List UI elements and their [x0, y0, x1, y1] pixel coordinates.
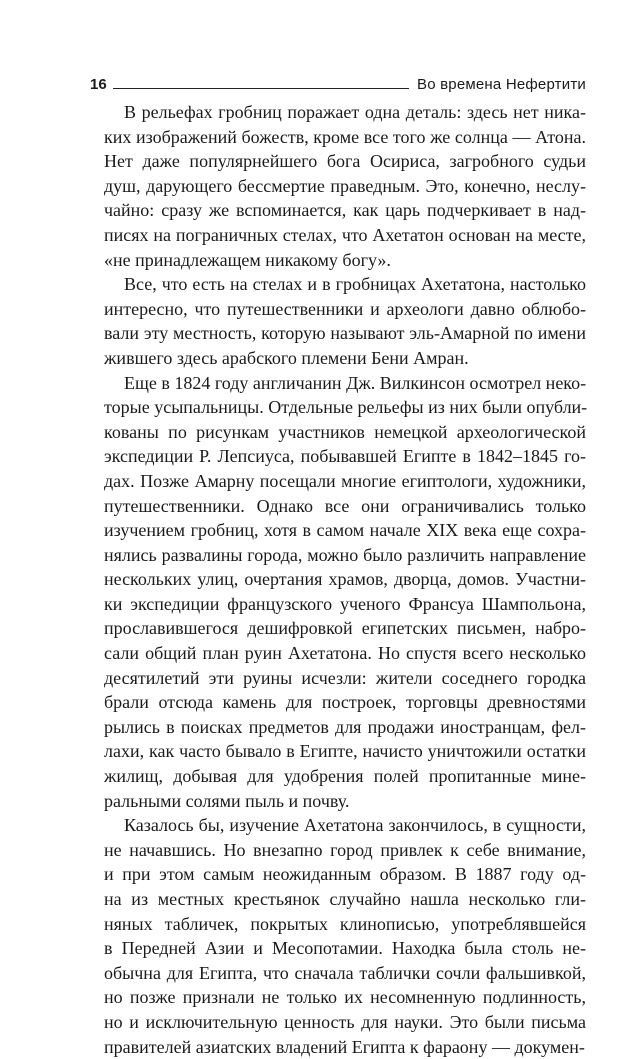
text-line: ки экспедиции французского ученого Франсуа Шампольона, [104, 593, 586, 614]
text-line: прославившегося дешифровкой египетских письмен, набро- [104, 618, 586, 639]
text-line: в Передней Азии и Месопотамии. Находка была столь не- [104, 938, 586, 959]
text-line: «не принадлежащем никакому богу». [104, 249, 391, 270]
text-line: Все, что есть на стелах и в гробницах Ахетатона, настолько [124, 274, 586, 295]
text-line: экспедиции Р. Лепсиуса, побывавшей Египте в 1842–1845 го- [104, 446, 586, 467]
text-line: рылись в поисках предметов для продажи иностранцам, фел- [104, 716, 586, 737]
text-line: сали общий план руин Ахетатона. Но спустя всего несколько [104, 643, 586, 664]
text-line: путешественники. Однако все они ограничивались только [104, 495, 586, 516]
text-line: жившего здесь арабского племени Бени Амран. [104, 347, 469, 368]
text-line: душ, дарующего бессмертие праведным. Это, конечно, неслу- [104, 175, 586, 196]
text-line: писях на пограничных стелах, что Ахетатон основан на месте, [104, 224, 586, 245]
text-line: чайно: сразу же вспоминается, как царь подчеркивает в над- [104, 200, 586, 221]
paragraph [104, 272, 586, 370]
header-rule [113, 88, 409, 89]
paragraph [104, 371, 586, 814]
text-line: но позже признали не только их несомненную подлинность, [104, 987, 586, 1008]
text-line: ких изображений божеств, кроме все того же солнца — Атона. [104, 126, 586, 147]
text-line: нялись развалины города, можно было различить направление [104, 544, 586, 565]
text-line: брали отсюда камень для построек, торговцы древностями [104, 692, 586, 713]
text-line: обычна для Египта, что сначала таблички сочли фальшивкой, [104, 962, 586, 983]
body-text [104, 100, 586, 1059]
text-line: В рельефах гробниц поражает одна деталь: здесь нет ника- [124, 102, 586, 122]
text-line: торые усыпальницы. Отдельные рельефы из них были опубли- [104, 397, 588, 418]
paragraph [104, 813, 586, 1059]
text-line: не начавшись. Но внезапно город привлек к себе внимание, [104, 839, 586, 860]
text-line: дах. Позже Амарну посещали многие египтологи, художники, [104, 470, 586, 491]
text-line: Нет даже популярнейшего бога Осириса, загробного судьи [104, 151, 586, 172]
page-number: 16 [90, 76, 107, 93]
text-line: Казалось бы, изучение Ахетатона закончилось, в сущности, [124, 815, 586, 836]
text-line: вали эту местность, которую называют эль-Амарной по имени [104, 323, 586, 344]
text-line: жилищ, добывая для удобрения полей пропитанные мине- [104, 766, 586, 787]
text-line: лахи, как часто бывало в Египте, начисто уничтожили остатки [104, 741, 586, 762]
text-line: Еще в 1824 году англичанин Дж. Вилкинсон осмотрел неко- [124, 372, 587, 393]
text-line: десятилетий эти руины исчезли: жители соседнего городка [104, 667, 586, 688]
text-line: на из местных крестьянок случайно нашла несколько гли- [104, 889, 586, 909]
text-line: правителей азиатских владений Египта к фараону — докумен- [104, 1036, 585, 1057]
running-head [90, 72, 586, 94]
text-line: кованы по рисункам участников немецкой археологической [104, 421, 586, 442]
text-line: и при этом самым неожиданным образом. В 1887 году од- [104, 864, 586, 885]
text-line: изучением гробниц, хотя в самом начале XIX века еще сохра- [104, 520, 586, 541]
text-line: но и исключительную ценность для науки. Это были письма [104, 1011, 586, 1032]
text-line: нескольких улиц, очертания храмов, дворца, домов. Участни- [104, 569, 586, 590]
running-title: Во времена Нефертити [417, 76, 586, 93]
text-line: интересно, что путешественники и археологи давно облюбо- [104, 298, 586, 319]
text-line: няных табличек, покрытых клинописью, употреблявшейся [104, 913, 586, 934]
text-line: ральными солями пыль и почву. [104, 790, 350, 811]
paragraph [104, 100, 586, 272]
